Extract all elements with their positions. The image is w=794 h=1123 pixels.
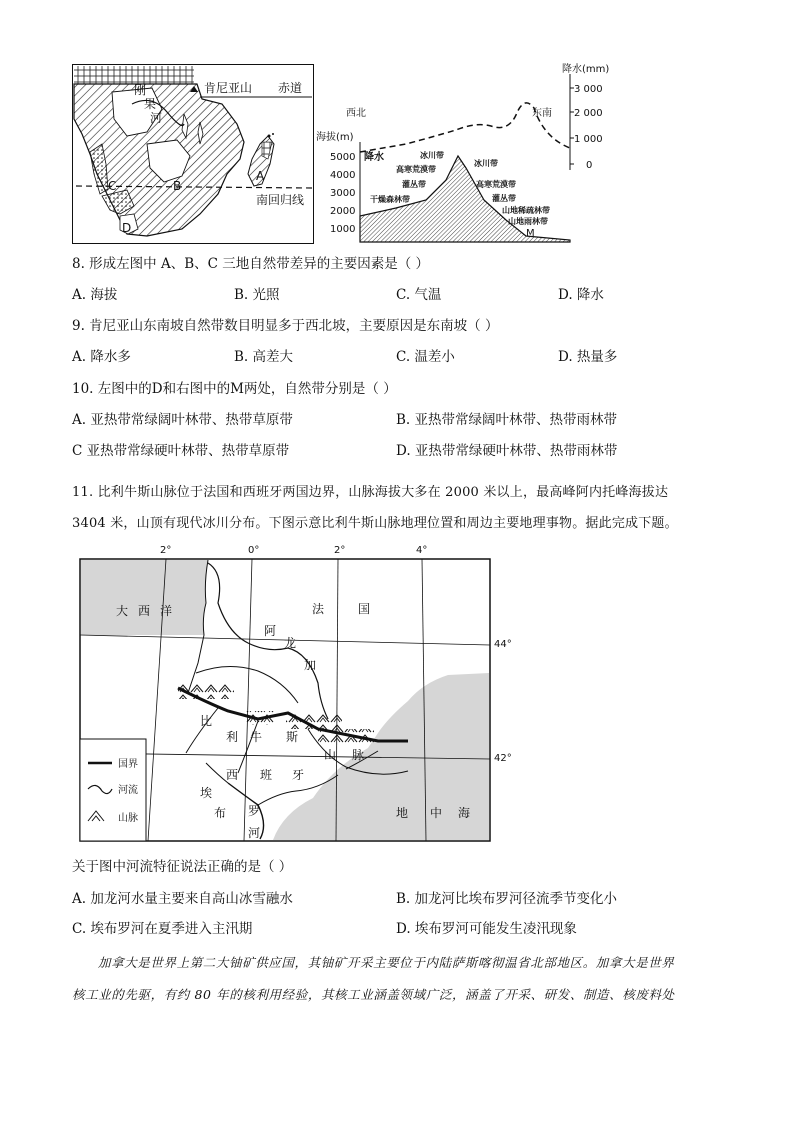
zone-right-alpine-desert: 高寒荒漠带	[476, 180, 516, 189]
alt-tick-5000: 5000	[330, 152, 356, 163]
med-char-1: 地	[396, 806, 409, 820]
q11-stem: 关于图中河流特征说法正确的是（ ）	[72, 859, 293, 875]
point-a-label: A	[256, 169, 265, 183]
atlantic-char-2: 西	[138, 604, 151, 618]
precip-tick-3000: 3 000	[574, 84, 603, 95]
q8-option-b[interactable]: B. 光照	[234, 287, 280, 303]
point-c-label: C	[108, 179, 117, 193]
kenya-profile-chart	[316, 60, 616, 246]
ebro-char-3: 罗	[248, 804, 261, 818]
point-m-label: M	[526, 228, 535, 239]
pyrenees-char-5: 山	[324, 748, 337, 762]
tropic-label: 南回归线	[256, 193, 305, 207]
lon-tick-2e: 2°	[334, 545, 346, 556]
garonne-char-3: 加	[304, 658, 317, 672]
med-char-3: 海	[458, 806, 471, 820]
zone-right-glacier: 冰川带	[474, 159, 498, 168]
congo-label-2: 果	[144, 97, 157, 111]
pyrenees-char-1: 比	[200, 714, 213, 728]
lat-tick-42: 42°	[494, 753, 512, 764]
zone-right-sparse-forest: 山地稀疏林带	[502, 206, 550, 215]
pyrenees-map	[78, 543, 518, 845]
garonne-char-2: 龙	[284, 636, 297, 650]
legend-mountain: 山脉	[118, 813, 138, 824]
se-label: 东南	[532, 108, 552, 119]
q9-stem: 9. 肯尼亚山东南坡自然带数目明显多于西北坡，主要原因是东南坡（ ）	[72, 318, 499, 334]
garonne-char-1: 阿	[264, 624, 277, 638]
q11-option-a[interactable]: A. 加龙河水量主要来自高山冰雪融水	[72, 891, 293, 907]
africa-map	[72, 64, 314, 244]
zone-left-dry-forest: 干燥森林带	[370, 195, 410, 204]
alt-tick-1000: 1000	[330, 224, 356, 235]
lon-tick-2w: 2°	[160, 545, 172, 556]
precip-tick-2000: 2 000	[574, 108, 603, 119]
pyrenees-char-3: 牛	[250, 730, 263, 744]
pyrenees-char-4: 斯	[286, 730, 299, 744]
q8-stem: 8. 形成左图中 A、B、C 三地自然带差异的主要因素是（ ）	[72, 256, 430, 272]
equator-label: 赤道	[278, 81, 303, 95]
pyrenees-char-6: 脉	[352, 748, 365, 762]
precip-tick-0: 0	[586, 160, 593, 171]
nw-label: 西北	[346, 108, 366, 119]
spain-char-1: 西	[226, 768, 239, 782]
canada-para-line-1: 加拿大是世界上第二大铀矿供应国，其铀矿开采主要位于内陆萨斯喀彻温省北部地区。加拿大是世界	[98, 955, 675, 970]
atlantic-char-1: 大	[116, 604, 129, 618]
q8-option-a[interactable]: A. 海拔	[72, 287, 118, 303]
ebro-char-1: 埃	[200, 786, 213, 800]
zone-left-glacier: 冰川带	[420, 151, 444, 160]
alt-tick-3000: 3000	[330, 188, 356, 199]
lon-tick-4e: 4°	[416, 545, 428, 556]
point-d-label: D	[122, 221, 132, 235]
ebro-char-2: 布	[214, 806, 227, 820]
q10-option-d[interactable]: D. 亚热带常绿硬叶林带、热带雨林带	[396, 443, 618, 459]
zone-left-alpine-desert: 高寒荒漠带	[396, 165, 436, 174]
legend-river: 河流	[118, 785, 138, 796]
q9-option-a[interactable]: A. 降水多	[72, 349, 131, 365]
q10-option-c[interactable]: C 亚热带常绿硬叶林带、热带草原带	[72, 443, 290, 459]
zone-left-shrub: 灌丛带	[402, 180, 426, 189]
spain-char-2: 班	[260, 768, 273, 782]
zone-right-shrub: 灌丛带	[492, 194, 516, 203]
spain-char-3: 牙	[292, 768, 305, 782]
q9-option-b[interactable]: B. 高差大	[234, 349, 294, 365]
precip-word: 降水	[364, 152, 384, 163]
france-char-1: 法	[312, 602, 325, 616]
lat-tick-44: 44°	[494, 639, 512, 650]
q10-option-a[interactable]: A. 亚热带常绿阔叶林带、热带草原带	[72, 412, 293, 428]
precip-axis-label: 降水(mm)	[562, 64, 610, 75]
france-char-2: 国	[358, 602, 371, 616]
med-char-2: 中	[430, 806, 443, 820]
legend-border: 国界	[118, 759, 138, 770]
pyrenees-char-2: 利	[226, 730, 239, 744]
altitude-axis-label: 海拔(m)	[316, 132, 354, 143]
zone-right-rainforest: 山地雨林带	[508, 217, 548, 226]
ebro-char-4: 河	[248, 826, 261, 840]
congo-label-3: 河	[150, 111, 163, 125]
lon-tick-0: 0°	[248, 545, 260, 556]
canada-para-line-2: 核工业的先驱，有约 80 年的核利用经验，其核工业涵盖领域广泛，涵盖了开采、研发、制造、核废料处	[72, 987, 675, 1002]
alt-tick-2000: 2000	[330, 206, 356, 217]
alt-tick-4000: 4000	[330, 170, 356, 181]
point-b-label: B	[173, 179, 182, 193]
q10-option-b[interactable]: B. 亚热带常绿阔叶林带、热带雨林带	[396, 412, 618, 428]
atlantic-char-3: 洋	[160, 604, 173, 618]
q9-option-c[interactable]: C. 温差小	[396, 349, 455, 365]
kenya-label: 肯尼亚山	[204, 81, 253, 95]
q11-intro-line-1: 11. 比利牛斯山脉位于法国和西班牙两国边界，山脉海拔大多在 2000 米以上，最高峰阿内托峰海拔达	[72, 485, 669, 500]
q9-option-d[interactable]: D. 热量多	[558, 349, 618, 365]
q10-stem: 10. 左图中的D和右图中的M两处，自然带分别是（ ）	[72, 381, 397, 397]
q8-option-c[interactable]: C. 气温	[396, 287, 442, 303]
q11-option-c[interactable]: C. 埃布罗河在夏季进入主汛期	[72, 921, 253, 937]
q11-intro-line-2: 3404 米，山顶有现代冰川分布。下图示意比利牛斯山脉地理位置和周边主要地理事物。据此完成下题。	[72, 516, 678, 531]
q8-option-d[interactable]: D. 降水	[558, 287, 604, 303]
precip-tick-1000: 1 000	[574, 134, 603, 145]
q11-option-d[interactable]: D. 埃布罗河可能发生凌汛现象	[396, 921, 577, 937]
congo-label-1: 刚	[134, 83, 147, 97]
q11-option-b[interactable]: B. 加龙河比埃布罗河径流季节变化小	[396, 891, 618, 907]
